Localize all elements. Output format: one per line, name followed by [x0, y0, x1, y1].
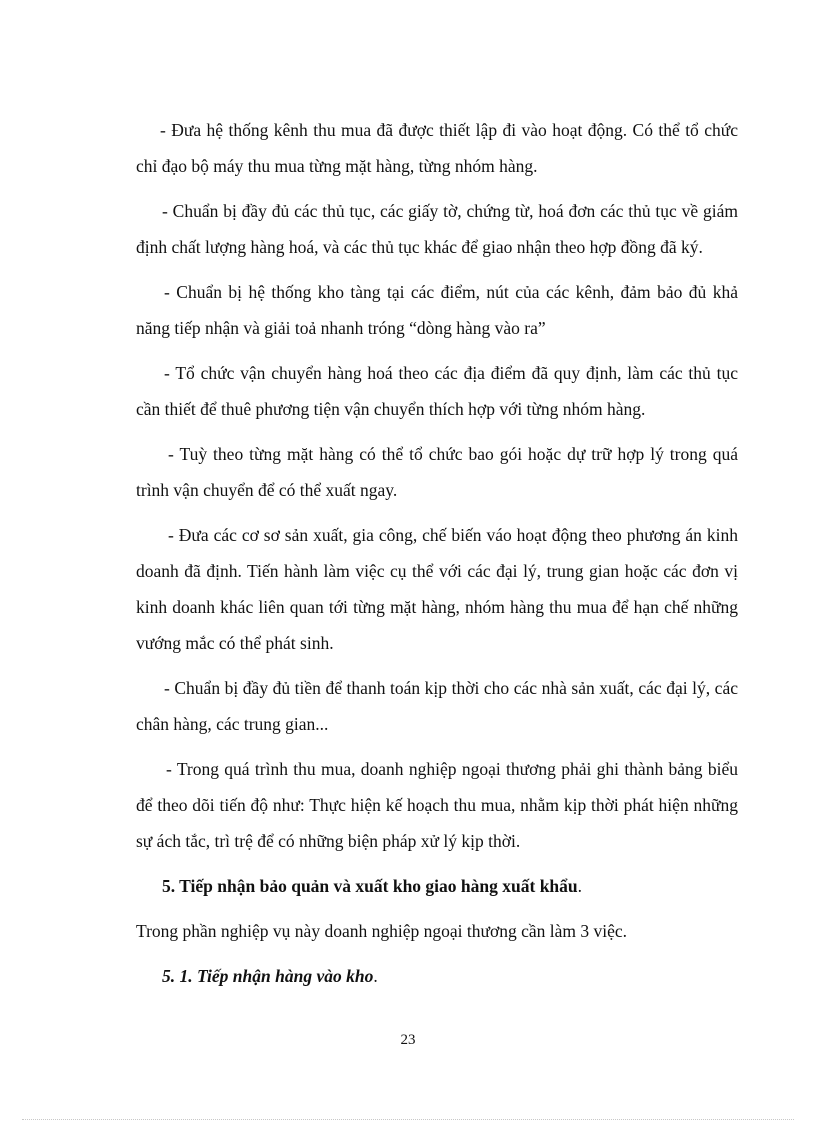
- bullet-paragraph: - Chuẩn bị đầy đủ các thủ tục, các giấy tờ, chứng từ, hoá đơn các thủ tục về giám định chất lượng hàng hoá, và các thủ tục khác để giao nhận theo hợp đồng đã ký.: [136, 201, 738, 257]
- section-heading-text: 5. Tiếp nhận bảo quản và xuất kho giao hàng xuất khẩu: [162, 876, 578, 896]
- bullet-paragraph: - Chuẩn bị đầy đủ tiền để thanh toán kịp thời cho các nhà sản xuất, các đại lý, các chân hàng, các trung gian...: [136, 678, 738, 734]
- page-bottom-divider: [22, 1119, 794, 1120]
- page-number: 23: [400, 1032, 416, 1048]
- section-heading: [136, 868, 738, 904]
- bullet-paragraph: - Chuẩn bị hệ thống kho tàng tại các điểm, nút của các kênh, đảm bảo đủ khả năng tiếp nhận và giải toả nhanh tróng “dòng hàng vào ra”: [136, 282, 738, 338]
- section-heading-period: .: [577, 876, 583, 896]
- bullet-paragraph: - Tổ chức vận chuyển hàng hoá theo các địa điểm đã quy định, làm các thủ tục cần thiết để thuê phương tiện vận chuyển thích hợp với từng nhóm hàng.: [136, 363, 738, 419]
- bullet-paragraph: - Đưa các cơ sơ sản xuất, gia công, chế biến váo hoạt động theo phương án kinh doanh đã định. Tiến hành làm việc cụ thể với các đại lý, trung gian hoặc các đơn vị kinh doanh khác liên quan tới từng mặt hàng, nhóm hàng thu mua để hạn chế những vướng mắc có thể phát sinh.: [136, 525, 738, 653]
- section-intro: Trong phần nghiệp vụ này doanh nghiệp ngoại thương cần làm 3 việc.: [136, 921, 627, 941]
- document-body: [136, 112, 738, 994]
- bullet-paragraph: - Tuỳ theo từng mặt hàng có thể tổ chức bao gói hoặc dự trữ hợp lý trong quá trình vận chuyển để có thể xuất ngay.: [136, 444, 738, 500]
- subsection-heading-text: 5. 1. Tiếp nhận hàng vào kho: [162, 966, 374, 986]
- subsection-heading-period: .: [373, 966, 378, 986]
- subsection-heading: [136, 958, 738, 994]
- bullet-paragraph: - Đưa hệ thống kênh thu mua đã được thiết lập đi vào hoạt động. Có thể tổ chức chỉ đạo bộ máy thu mua từng mặt hàng, từng nhóm hàng.: [136, 120, 738, 176]
- bullet-paragraph: - Trong quá trình thu mua, doanh nghiệp ngoại thương phải ghi thành bảng biểu để theo dõi tiến độ như: Thực hiện kế hoạch thu mua, nhằm kịp thời phát hiện những sự ách tắc, trì trệ để có những biện pháp xử lý kịp thời.: [136, 759, 738, 851]
